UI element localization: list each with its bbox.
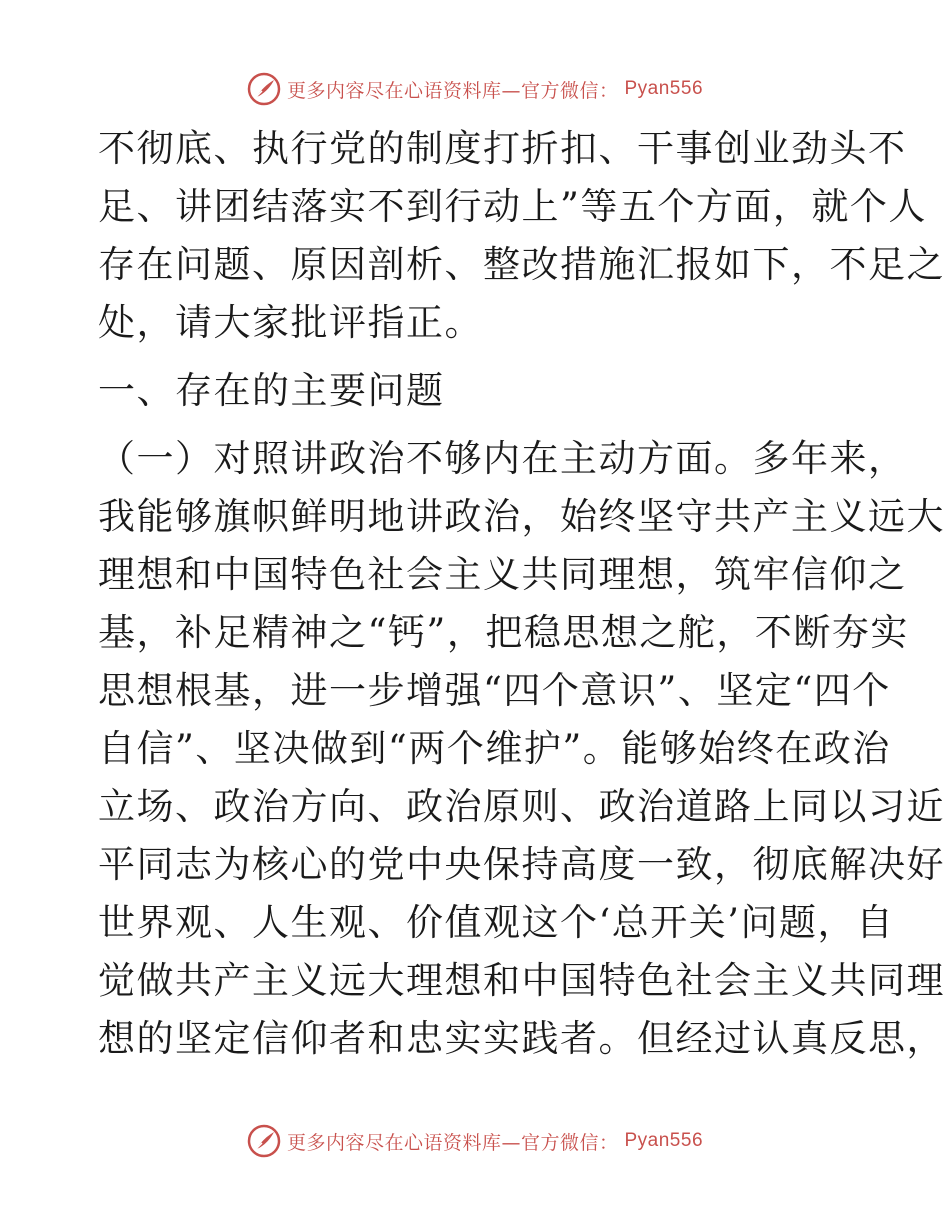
section-heading: 一、存在的主要问题 — [98, 369, 445, 412]
text-line: 不彻底、执行党的制度打折扣、干事创业劲头不 — [98, 127, 907, 170]
text-line: 想的坚定信仰者和忠实实践者。但经过认真反思， — [98, 1017, 945, 1060]
footer-watermark — [0, 1124, 950, 1158]
text-line: 处，请大家批评指正。 — [98, 301, 483, 344]
text-line: 基，补足精神之“钙”，把稳思想之舵，不断夯实 — [98, 611, 909, 654]
document-body — [98, 120, 945, 1068]
text-line: 平同志为核心的党中央保持高度一致，彻底解决好 — [98, 843, 945, 886]
text-line: 思想根基，进一步增强“四个意识”、坚定“四个 — [98, 669, 891, 712]
feather-pen-icon — [247, 72, 281, 106]
watermark-text: 更多内容尽在心语资料库—官方微信： — [286, 79, 619, 102]
text-line: 我能够旗帜鲜明地讲政治，始终坚守共产主义远大 — [98, 495, 945, 538]
header-watermark — [0, 72, 950, 106]
text-line: 觉做共产主义远大理想和中国特色社会主义共同理 — [98, 959, 945, 1002]
text-line: 世界观、人生观、价值观这个‘总开关’问题，自 — [98, 901, 895, 944]
feather-pen-icon — [247, 1124, 281, 1158]
watermark-text: 更多内容尽在心语资料库—官方微信： — [286, 1131, 619, 1154]
text-line: 理想和中国特色社会主义共同理想，筑牢信仰之 — [98, 553, 907, 596]
watermark-wechat-id: Pyan556 — [624, 78, 704, 99]
text-line: 立场、政治方向、政治原则、政治道路上同以习近 — [98, 785, 945, 828]
text-line: 自信”、坚决做到“两个维护”。能够始终在政治 — [98, 727, 891, 770]
text-line: 存在问题、原因剖析、整改措施汇报如下，不足之 — [98, 243, 945, 286]
text-line: 足、讲团结落实不到行动上”等五个方面，就个人 — [98, 185, 927, 228]
watermark-wechat-id: Pyan556 — [624, 1130, 704, 1151]
text-line: （一）对照讲政治不够内在主动方面。多年来， — [98, 437, 907, 480]
